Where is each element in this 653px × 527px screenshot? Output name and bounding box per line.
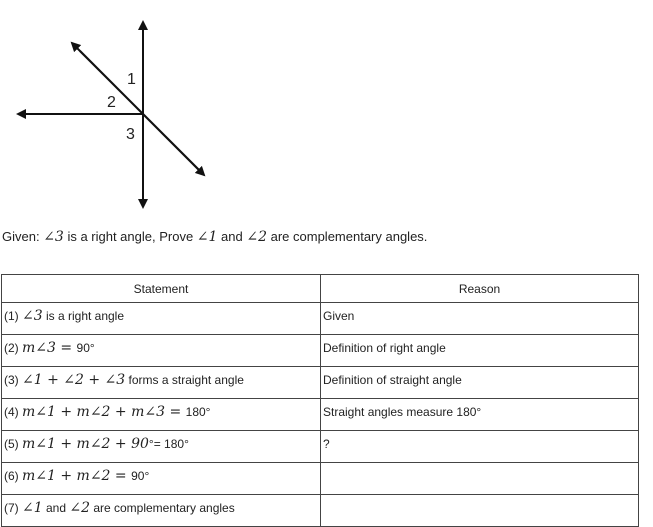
row-number: (7) [4, 501, 22, 515]
row-text-2: are complementary angles [89, 501, 235, 515]
given-mid: is a right angle, Prove [63, 229, 197, 244]
row-math: m∠1 + m∠2 + 90 [22, 436, 149, 452]
given-angle3: ∠3 [43, 229, 64, 245]
row-math: ∠3 [22, 308, 43, 324]
reason-cell [321, 495, 639, 527]
statement-header: Statement [2, 275, 321, 303]
row-number: (4) [4, 405, 22, 419]
reason-cell: Given [321, 303, 639, 335]
reason-cell: Straight angles measure 180° [321, 399, 639, 431]
reason-header: Reason [321, 275, 639, 303]
row-number: (1) [4, 309, 22, 323]
proof-table [1, 274, 639, 527]
reason-cell: Definition of straight angle [321, 367, 639, 399]
row-text: °= 180° [148, 437, 189, 451]
statement-cell [2, 399, 321, 431]
given-suffix: are complementary angles. [267, 229, 428, 244]
row-number: (3) [4, 373, 22, 387]
table-row [2, 431, 639, 463]
angle-2-label: 2 [107, 94, 116, 111]
row-math-2: ∠2 [69, 500, 90, 516]
statement-cell [2, 431, 321, 463]
statement-cell [2, 303, 321, 335]
row-math: ∠1 [22, 500, 43, 516]
given-statement [2, 229, 427, 245]
angle-diagram [0, 0, 240, 215]
angle-3-label: 3 [126, 126, 135, 143]
row-text: 90° [131, 469, 150, 483]
table-row [2, 399, 639, 431]
reason-cell: ? [321, 431, 639, 463]
statement-cell [2, 463, 321, 495]
row-math: m∠1 + m∠2 + m∠3 = [22, 404, 186, 420]
header-row [2, 275, 639, 303]
given-prefix: Given: [2, 229, 44, 244]
reason-cell [321, 463, 639, 495]
row-text: is a right angle [42, 309, 125, 323]
row-number: (6) [4, 469, 22, 483]
angle-1-label: 1 [127, 71, 136, 88]
row-number: (5) [4, 437, 22, 451]
row-math: m∠3 = [22, 340, 77, 356]
table-row [2, 303, 639, 335]
given-and: and [217, 229, 247, 244]
row-math: m∠1 + m∠2 = [22, 468, 132, 484]
table-row [2, 367, 639, 399]
row-math: ∠1 + ∠2 + ∠3 [22, 372, 126, 388]
row-text: and [42, 501, 70, 515]
table-row [2, 463, 639, 495]
row-number: (2) [4, 341, 22, 355]
row-text: 180° [185, 405, 211, 419]
row-text: 90° [76, 341, 95, 355]
given-angle2: ∠2 [246, 229, 267, 245]
statement-cell [2, 367, 321, 399]
given-angle1: ∠1 [196, 229, 218, 245]
statement-cell [2, 495, 321, 527]
table-row [2, 335, 639, 367]
table-row [2, 495, 639, 527]
reason-cell: Definition of right angle [321, 335, 639, 367]
statement-cell [2, 335, 321, 367]
row-text: forms a straight angle [125, 373, 244, 387]
